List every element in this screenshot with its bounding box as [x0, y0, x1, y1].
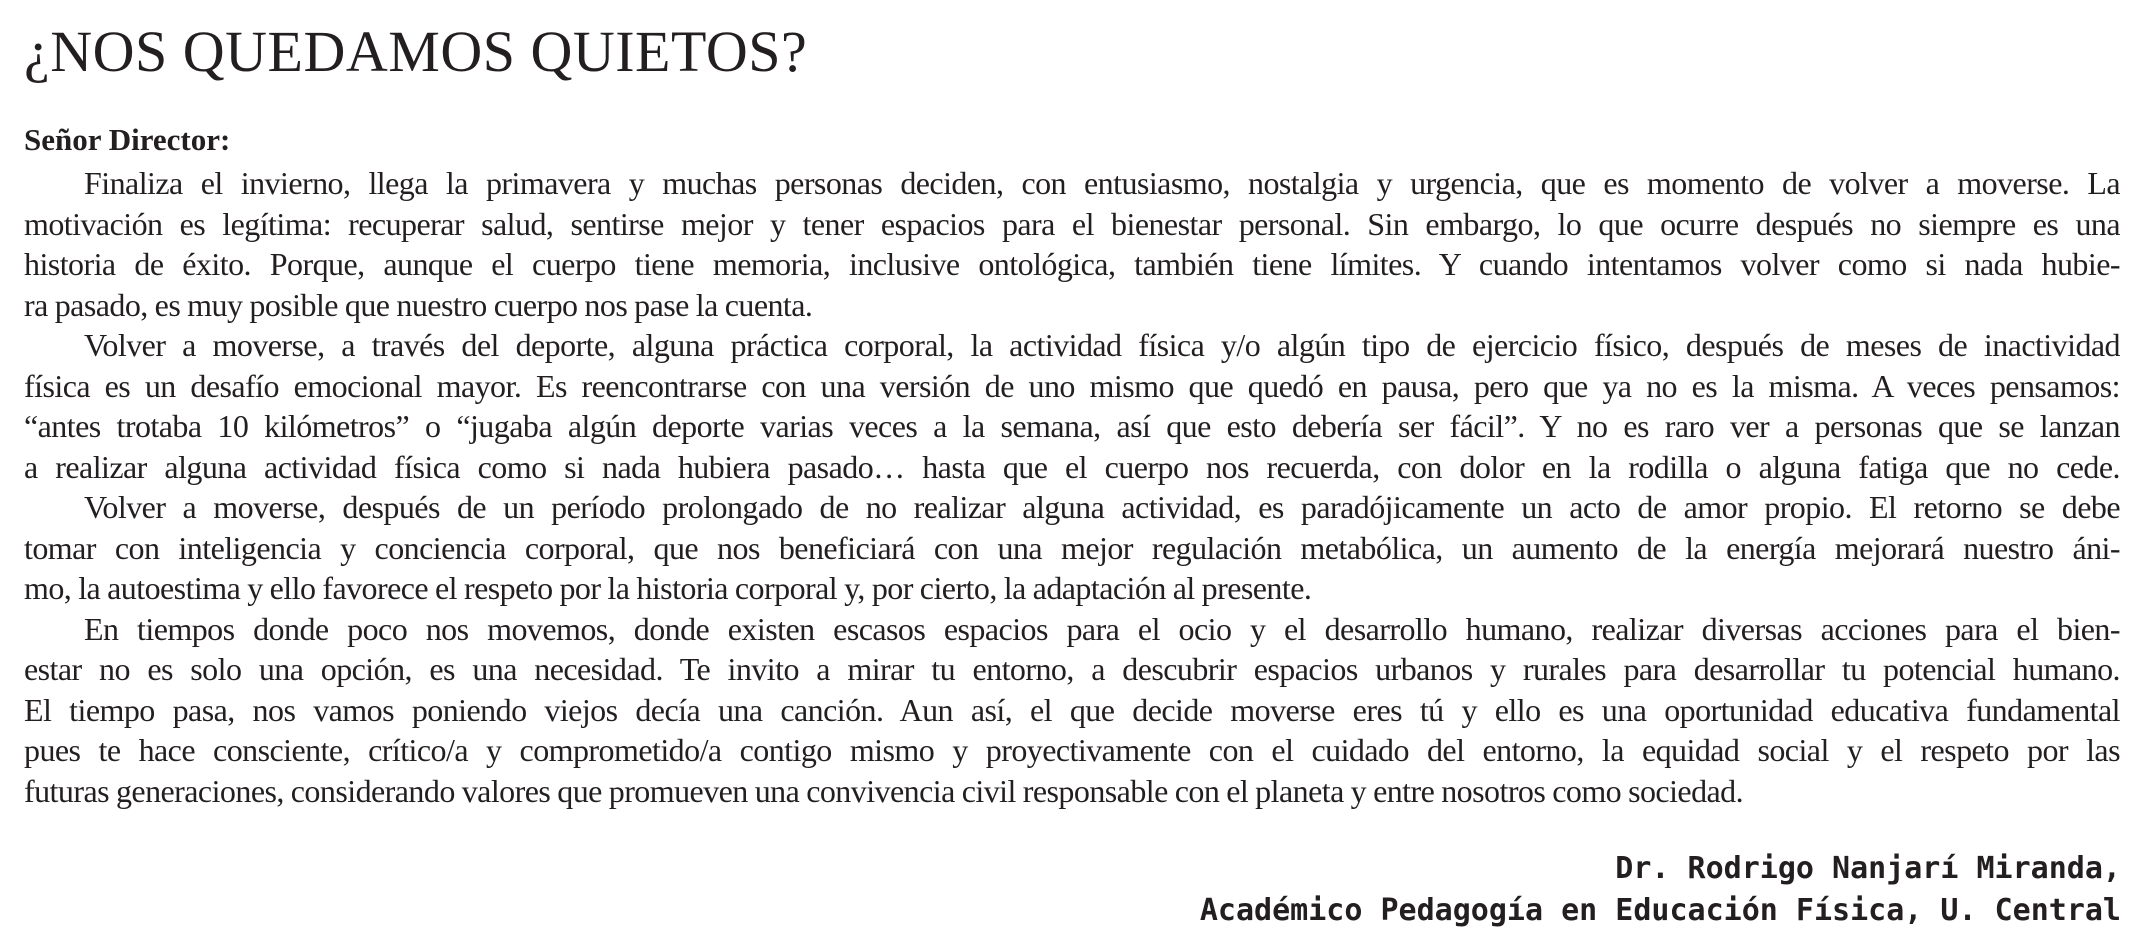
letter-signature	[1200, 848, 2121, 932]
paragraph-line: futuras generaciones, considerando valores que promueven una convivencia civil responsable con el planeta y entre nosotros como sociedad.	[24, 772, 1744, 809]
paragraph-line: En tiempos donde poco nos movemos, donde existen escasos espacios para el ocio y el desarrollo humano, realizar diversas acciones para el bien-	[84, 610, 2120, 647]
paragraph-line: estar no es solo una opción, es una necesidad. Te invito a mirar tu entorno, a descubrir espacios urbanos y rurales para desarrollar tu potencial humano.	[24, 651, 2120, 687]
letter-salutation: Señor Director:	[24, 122, 231, 157]
signature-title: Académico Pedagogía en Educación Física, U. Central	[1199, 893, 2121, 928]
paragraph-line: motivación es legítima: recuperar salud, sentirse mejor y tener espacios para el bienestar personal. Sin embargo, lo que ocurre después no siempre es una	[24, 205, 2120, 242]
paragraph-line: Volver a moverse, a través del deporte, alguna práctica corporal, la actividad física y/o algún tipo de ejercicio físico, después de meses de inactividad	[84, 327, 2120, 363]
paragraph-line: tomar con inteligencia y conciencia corporal, que nos beneficiará con una mejor regulación metabólica, un aumento de la energía mejorará nuestro áni-	[24, 529, 2120, 566]
paragraph-line: “antes trotaba 10 kilómetros” o “jugaba algún deporte varias veces a la semana, así que esto debería ser fácil”. Y no es raro ver a personas que se lanzan	[24, 408, 2120, 444]
letter-body	[24, 163, 2120, 811]
paragraph-line: historia de éxito. Porque, aunque el cuerpo tiene memoria, inclusive ontológica, también tiene límites. Y cuando intentamos volver como si nada hubie-	[24, 246, 2120, 282]
paragraph-line: a realizar alguna actividad física como si nada hubiera pasado… hasta que el cuerpo nos recuerda, con dolor en la rodilla o alguna fatiga que no cede.	[24, 448, 2120, 485]
paragraph-line: Volver a moverse, después de un período prolongado de no realizar alguna actividad, es paradójicamente un acto de amor propio. El retorno se debe	[84, 489, 2120, 525]
paragraph-line: mo, la autoestima y ello favorece el respeto por la historia corporal y, por cierto, la adaptación al presente.	[24, 570, 1312, 606]
letter-headline: ¿NOS QUEDAMOS QUIETOS?	[24, 19, 808, 84]
paragraph-line: Finaliza el invierno, llega la primavera y muchas personas deciden, con entusiasmo, nostalgia y urgencia, que es momento de volver a moverse. La	[84, 165, 2120, 201]
paragraph-line: ra pasado, es muy posible que nuestro cuerpo nos pase la cuenta.	[24, 286, 813, 323]
paragraph-line: El tiempo pasa, nos vamos poniendo viejos decía una canción. Aun así, el que decide moverse eres tú y ello es una oportunidad educativa fundamental	[24, 691, 2120, 728]
signature-name: Dr. Rodrigo Nanjarí Miranda,	[1615, 851, 2121, 886]
paragraph-line: pues te hace consciente, crítico/a y comprometido/a contigo mismo y proyectivamente con el cuidado del entorno, la equidad social y el respeto por las	[24, 732, 2120, 768]
paragraph-line: física es un desafío emocional mayor. Es reencontrarse con una versión de uno mismo que quedó en pausa, pero que ya no es la misma. A veces pensamos:	[24, 367, 2120, 404]
